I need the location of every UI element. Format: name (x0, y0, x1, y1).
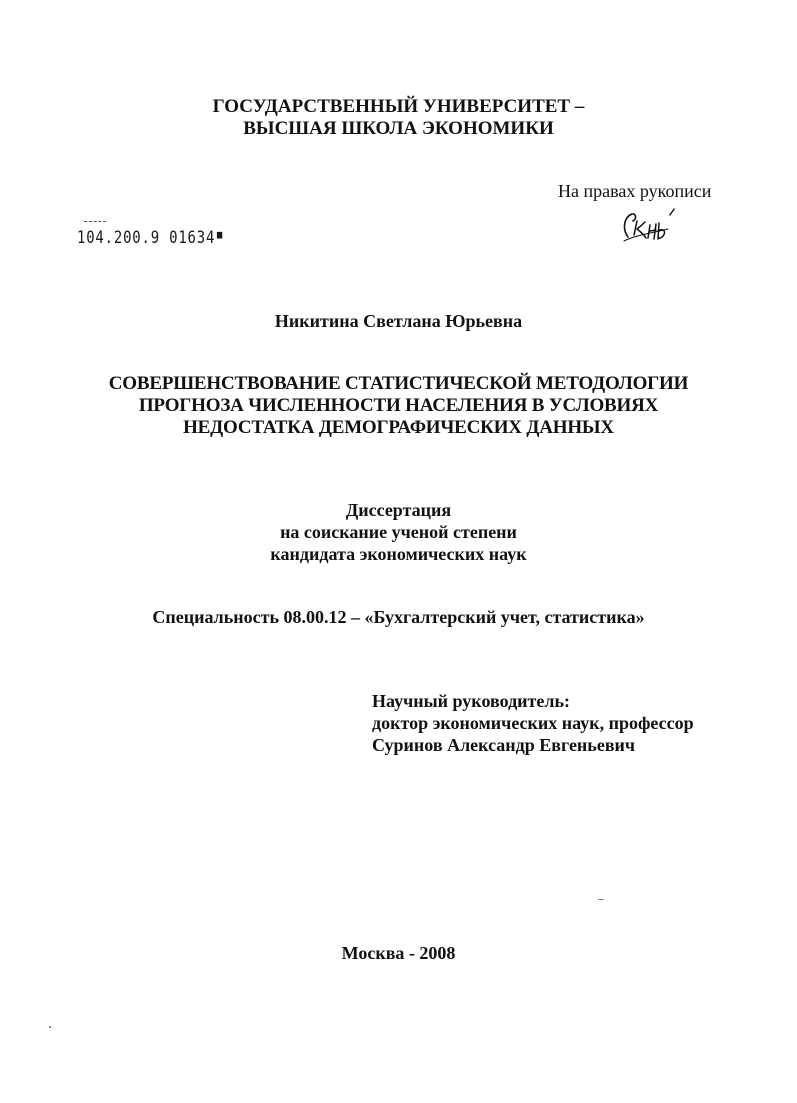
archive-code-text: 104.200.9 01634 (77, 228, 216, 248)
scan-speck (598, 899, 604, 900)
author-name: Никитина Светлана Юрьевна (274, 311, 523, 331)
supervisor-degree: доктор экономических наук, профессор (372, 713, 694, 733)
city-year: Москва - 2008 (341, 943, 456, 963)
degree-line2: на соискание ученой степени (280, 522, 517, 542)
degree-line1: Диссертация (345, 500, 452, 520)
university-name-line2: ВЫСШАЯ ШКОЛА ЭКОНОМИКИ (243, 118, 554, 139)
supervisor-name: Суринов Александр Евгеньевич (372, 735, 636, 755)
archive-code-tick: ■ (216, 228, 224, 241)
supervisor-label: Научный руководитель: (372, 691, 570, 711)
rights-note: На правах рукописи (558, 181, 712, 201)
scan-speck (49, 1026, 51, 1028)
archive-code (77, 228, 223, 248)
title-line2: ПРОГНОЗА ЧИСЛЕННОСТИ НАСЕЛЕНИЯ В УСЛОВИЯХ (138, 395, 659, 416)
title-line1: СОВЕРШЕНСТВОВАНИЕ СТАТИСТИЧЕСКОЙ МЕТОДОЛОГИИ (108, 373, 689, 394)
degree-line3: кандидата экономических наук (270, 544, 527, 564)
specialty: Специальность 08.00.12 – «Бухгалтерский учет, статистика» (152, 607, 645, 627)
archive-code-marks (84, 221, 106, 226)
university-name-line1: ГОСУДАРСТВЕННЫЙ УНИВЕРСИТЕТ – (212, 96, 585, 117)
handwritten-signature (618, 205, 682, 251)
title-line3: НЕДОСТАТКА ДЕМОГРАФИЧЕСКИХ ДАННЫХ (183, 417, 614, 438)
